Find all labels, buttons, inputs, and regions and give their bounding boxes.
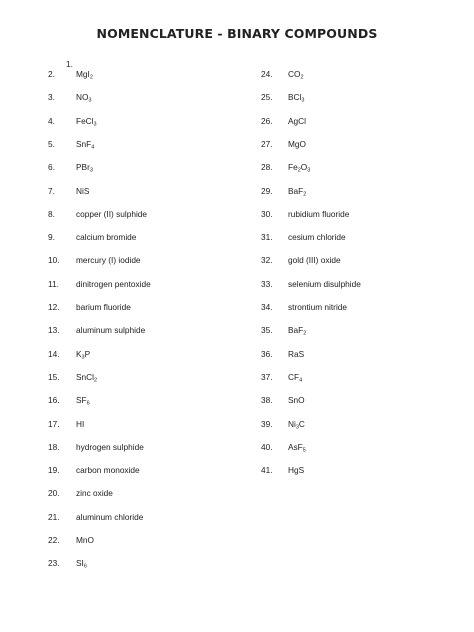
item-number: 27.: [261, 138, 273, 149]
item-number: 4.: [48, 115, 55, 126]
text-segment: rubidium fluoride: [288, 208, 350, 219]
item-text: [288, 302, 347, 312]
text-segment: mercury (I) iodide: [76, 255, 141, 266]
text-segment: PBr: [76, 162, 90, 173]
item-number: 9.: [48, 232, 55, 243]
item-number: 16.: [48, 395, 60, 406]
item-number: 30.: [261, 208, 273, 219]
text-segment: cesium chloride: [288, 232, 346, 243]
item-number: 41.: [261, 465, 273, 476]
text-segment: K: [76, 348, 82, 359]
item-text: [76, 372, 97, 382]
item-number: 13.: [48, 325, 60, 336]
item-number-1: 1.: [66, 59, 73, 69]
text-segment: SnF: [76, 138, 92, 149]
text-segment: BaF: [288, 185, 304, 196]
subscript: 4: [91, 144, 95, 151]
subscript: 2: [303, 330, 307, 337]
text-segment: SnO: [288, 395, 305, 406]
text-segment: aluminum chloride: [76, 511, 144, 522]
subscript: 2: [300, 74, 304, 81]
text-segment: CO: [288, 69, 301, 79]
text-segment: zinc oxide: [76, 488, 113, 499]
item-text: [288, 395, 305, 405]
item-text: [288, 419, 305, 429]
subscript: 2: [93, 377, 98, 384]
item-number: 7.: [48, 185, 55, 196]
text-segment: gold (III) oxide: [288, 255, 341, 266]
item-text: [288, 232, 346, 242]
text-segment: AsF: [288, 441, 303, 452]
subscript: 6: [86, 400, 90, 407]
item-number: 10.: [48, 255, 60, 266]
subscript: 3: [307, 167, 311, 174]
subscript: 2: [89, 74, 93, 81]
item-text: [288, 139, 306, 149]
subscript: 2: [297, 167, 301, 174]
item-text: [288, 116, 306, 126]
item-number: 34.: [261, 302, 273, 312]
item-text: [76, 465, 140, 475]
item-number: 23.: [48, 558, 60, 569]
text-segment: BaF: [288, 325, 304, 336]
item-text: [288, 186, 306, 196]
item-text: [76, 535, 94, 545]
page-title: NOMENCLATURE - BINARY COMPOUNDS: [96, 26, 378, 41]
item-number: 20.: [48, 488, 60, 499]
text-segment: MnO: [76, 535, 94, 545]
item-number: 24.: [261, 69, 273, 79]
subscript: 3: [89, 167, 93, 174]
text-segment: selenium disulphide: [288, 278, 361, 289]
item-number: 19.: [48, 465, 60, 476]
item-number: 22.: [48, 535, 60, 545]
item-number: 39.: [261, 418, 273, 429]
text-segment: Ni: [288, 418, 296, 429]
text-segment: calcium bromide: [76, 232, 137, 243]
item-text: [76, 116, 97, 126]
item-text: [76, 442, 144, 452]
item-number: 3.: [48, 92, 55, 103]
item-number: 11.: [48, 278, 59, 289]
item-text: [288, 209, 349, 219]
item-text: [288, 325, 306, 335]
text-segment: O: [300, 162, 308, 173]
text-segment: FeCl: [76, 115, 94, 126]
item-text: [288, 349, 304, 359]
item-text: [76, 232, 136, 242]
item-number: 15.: [48, 371, 60, 382]
item-text: [76, 162, 93, 172]
text-segment: Fe: [288, 162, 298, 173]
item-number: 21.: [48, 511, 60, 522]
subscript: 3: [88, 97, 92, 104]
item-number: 29.: [261, 185, 273, 196]
item-number: 14.: [48, 348, 60, 359]
item-text: [76, 186, 89, 196]
text-segment: MgO: [288, 138, 306, 149]
text-segment: HI: [76, 418, 85, 429]
item-number: 38.: [261, 395, 273, 406]
item-number: 33.: [261, 278, 273, 289]
text-segment: SI: [76, 558, 84, 569]
text-segment: P: [84, 348, 91, 359]
item-text: [76, 512, 143, 522]
subscript: 5: [302, 447, 306, 454]
subscript: 3: [295, 424, 299, 430]
subscript: 4: [299, 377, 303, 384]
text-segment: MgI: [76, 69, 90, 79]
subscript: 2: [303, 191, 307, 197]
item-text: [288, 255, 341, 265]
item-text: [76, 558, 87, 568]
item-text: [76, 419, 84, 429]
text-segment: BCl: [288, 92, 302, 103]
text-segment: aluminum sulphide: [76, 325, 146, 336]
subscript: 6: [83, 563, 87, 570]
item-number: 32.: [261, 255, 273, 266]
item-number: 17.: [48, 418, 60, 429]
item-text: [76, 69, 93, 79]
item-number: 2.: [48, 69, 55, 79]
item-text: [76, 92, 92, 102]
text-segment: SnCl: [76, 371, 94, 382]
item-number: 31.: [261, 232, 273, 243]
text-segment: NO: [76, 92, 89, 103]
item-text: [288, 465, 304, 475]
item-number: 26.: [261, 115, 273, 126]
text-segment: AgCl: [288, 115, 306, 126]
item-text: [288, 162, 310, 172]
item-text: [76, 302, 131, 312]
text-segment: dinitrogen pentoxide: [76, 278, 151, 289]
item-number: 25.: [261, 92, 273, 103]
item-text: [288, 279, 361, 289]
item-text: [288, 442, 306, 452]
item-number: 35.: [261, 325, 273, 336]
item-number: 12.: [48, 302, 60, 312]
item-text: [76, 209, 147, 219]
item-text: [76, 279, 151, 289]
item-text: [76, 395, 90, 405]
text-segment: C: [298, 418, 305, 429]
text-segment: NiS: [76, 185, 90, 196]
item-text: [288, 92, 304, 102]
item-number: 6.: [48, 162, 55, 173]
item-number: 37.: [261, 371, 273, 382]
item-text: [76, 488, 113, 498]
text-segment: CF: [288, 371, 300, 382]
item-text: [76, 255, 141, 265]
item-number: 8.: [48, 208, 55, 219]
text-segment: RaS: [288, 348, 305, 359]
subscript: 3: [81, 354, 85, 361]
text-segment: strontium nitride: [288, 302, 348, 312]
text-segment: hydrogen sulphide: [76, 441, 144, 452]
item-text: [288, 372, 302, 382]
item-text: [76, 349, 90, 359]
item-number: 18.: [48, 441, 60, 452]
subscript: 3: [301, 97, 305, 104]
item-number: 36.: [261, 348, 273, 359]
subscript: 3: [93, 121, 97, 128]
item-number: 5.: [48, 138, 55, 149]
item-number: 40.: [261, 441, 273, 452]
item-text: [76, 325, 145, 335]
item-text: [76, 139, 94, 149]
item-number: 28.: [261, 162, 273, 173]
text-segment: carbon monoxide: [76, 465, 140, 476]
text-segment: HgS: [288, 465, 305, 476]
text-segment: SF: [76, 395, 87, 406]
text-segment: copper (II) sulphide: [76, 208, 148, 219]
text-segment: barium fluoride: [76, 302, 131, 312]
item-text: [288, 69, 304, 79]
